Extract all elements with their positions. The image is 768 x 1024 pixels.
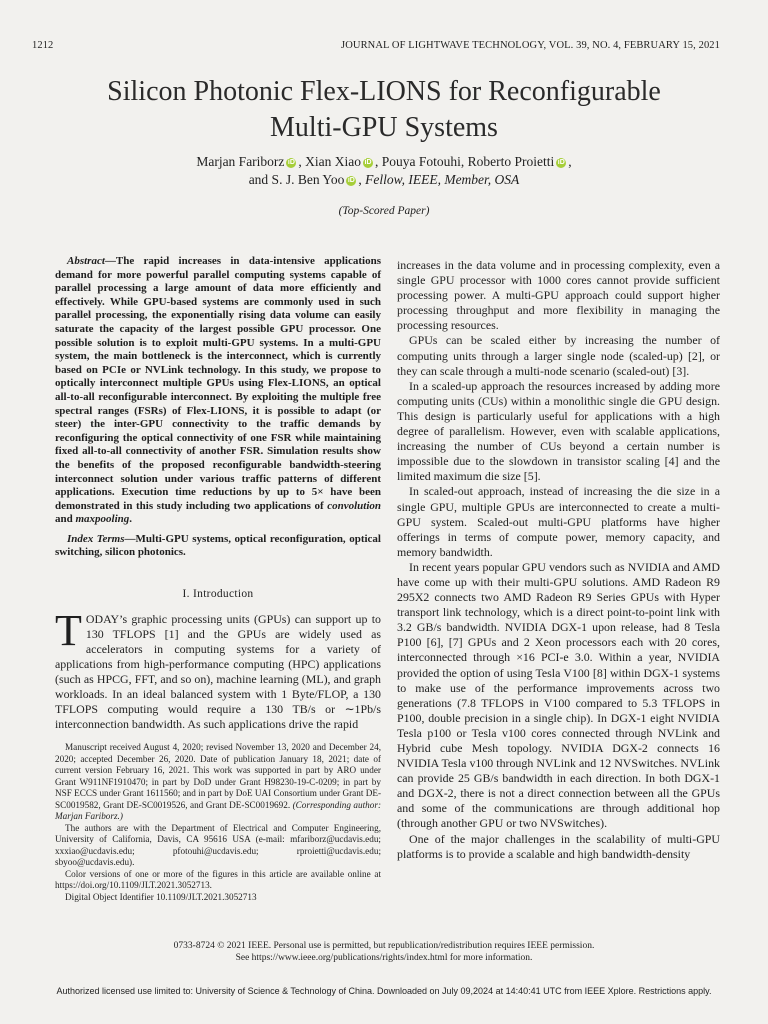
paper-title bbox=[40, 74, 728, 146]
abstract-body: —The rapid increases in data-intensive applications demand for more powerful parallel computing systems capable of parallel processing a large amount of data more efficiently and effectively. While GPU-based systems are commonly used in such parallel processing, the exponentially rising data volume can easily saturate the capacity of the largest possible GPU processor. One possible solution is to exploit multi-GPU systems. In a multi-GPU system, the main bottleneck is the interconnect, which is currently based on PCIe or NVLink technology. In this study, we propose to optically interconnect multiple GPUs using Flex-LIONS, an optical all-to-all reconfigurable interconnect. By exploiting the multiple free spectral ranges (FSRs) of Flex-LIONS, it is possible to adapt (or steer) the inter-GPU connectivity to the traffic demands by reconfiguring the optical connectivity of one FSR while maintaining fixed all-to-all connectivity of another FSR. Simulation results show the benefits of the proposed reconfigurable bandwidth-steering interconnect solution under various traffic patterns of different applications. Execution time reductions by up to 5× have been demonstrated in this study including two applications of bbox=[55, 255, 381, 512]
corresponding-author: (Corresponding author: Marjan Fariborz.) bbox=[55, 799, 381, 821]
title-line-1: Silicon Photonic Flex-LIONS for Reconfigurable bbox=[107, 76, 661, 107]
index-terms-lead: Index Terms bbox=[67, 532, 125, 545]
body-paragraph: In a scaled-up approach the resources increased by adding more computing units (CUs) within a monolithic single die GPU design. This design is particularly useful for applications with a high degree of parallelism. However, even with scalable applications, increasing the number of CUs beyond a certain number is impossible due to the slowdown in transistor scaling [4] and the limited maximum die size [5]. bbox=[397, 378, 720, 484]
body-paragraph: One of the major challenges in the scalability of multi-GPU platforms is to provide a scalable and high bandwidth-density bbox=[397, 831, 720, 861]
body-paragraph: In scaled-out approach, instead of increasing the die size in a single GPU, multiple GPUs are interconnected to create a multi-GPU system. Scaled-out multi-GPU platforms have higher offerings in terms of compute power, memory capacity, and memory bandwidth. bbox=[397, 484, 720, 559]
orcid-icon[interactable]: iD bbox=[364, 159, 372, 166]
abstract bbox=[55, 255, 381, 527]
left-column bbox=[55, 255, 381, 732]
author-name: Marjan Fariborz bbox=[196, 154, 285, 169]
footnote-authors: The authors are with the Department of Electrical and Computer Engineering, University of California, Davis, CA 95616 USA (e-mail: mfariborz@ucdavis.edu; xxxiao@ucdavis.edu; pfotouhi@ucdavis.edu; rproietti@ucdavis.edu; sbyoo@ucdavis.edu). bbox=[55, 822, 381, 867]
author-name: Xian Xiao bbox=[305, 154, 362, 169]
page-number: 1212 bbox=[32, 40, 54, 51]
footnotes bbox=[55, 742, 381, 903]
journal-running-head: JOURNAL OF LIGHTWAVE TECHNOLOGY, VOL. 39, NO. 4, FEBRUARY 15, 2021 bbox=[341, 40, 720, 51]
abstract-emphasis: maxpooling bbox=[75, 513, 130, 526]
intro-paragraph bbox=[55, 605, 381, 733]
copyright-notice bbox=[40, 941, 728, 964]
top-scored-note: (Top-Scored Paper) bbox=[338, 205, 430, 217]
abstract-and: and bbox=[55, 513, 76, 526]
abstract-end: . bbox=[129, 513, 133, 526]
body-paragraph: In recent years popular GPU vendors such as NVIDIA and AMD have come up with their multi-GPU solutions. AMD Radeon R9 295X2 connects two AMD Radeon R9 Series GPUs with Hyper transport link technology, which is a direct point-to-point link with 3.2 GB/s bandwidth. NVIDIA DGX-1 upon release, had 8 Tesla P100 [6], [7] GPUs and 2 Xeon processors each with 20 cores, interconnected through ×16 PCI-e 3.0. Within a year, NVIDIA provided the option of using Tesla V100 [8] within DGX-1 systems to make use of the performance improvements across two generations (7.8 TFLOPS in V100 compared to 5.3 TFLOPS in P100, double precision in a single chip). In DGX-1 eight NVIDIA Tesla p100 or Tesla v100 cores connected through NVLink and Hybrid cube Mesh topology. NVIDIA DGX-2 connects 16 NVIDIA Tesla v100 through NVLink and 12 NVSwitches. NVLink can provide 25 GB/s bandwidth in each direction. In both DGX-1 and DGX-2, there is not a direct connection between all the GPUs and some of the communications are through additional hop (through another GPU or two NVSwitches). bbox=[397, 559, 720, 831]
abstract-lead: Abstract bbox=[67, 255, 105, 267]
author-line-1: Marjan Fariborz iD , Xian Xiao iD , Pouya Fotouhi, Roberto Proietti iD , bbox=[196, 154, 572, 169]
orcid-icon[interactable]: iD bbox=[557, 159, 565, 166]
footnote-color: Color versions of one or more of the figures in this article are available online at https://doi.org/10.1109/JLT.2021.3052713. bbox=[55, 868, 381, 890]
intro-body: ODAY’s graphic processing units (GPUs) can support up to 130 TFLOPS [1] and the GPUs are widely used as accelerators in computing systems for a variety of applications from high-performance computing (HPC) applications (such as HPCG, FFT, and so on), machine learning (ML), and graph workloads. In an ideal balanced system with 1 Byte/FLOP, a 130 TFLOPS computing would require a 130 TB/s or ∼1Pb/s interconnection bandwidth. As such applications drive the rapid bbox=[55, 611, 381, 732]
footnote-text: Manuscript received August 4, 2020; revised November 13, 2020 and December 24, 2020; accepted December 26, 2020. Date of publication January 18, 2021; date of current version February 16, 2021. This work was supported in part by ARO under Grant W911NF1910470; in part by DoD under Grant H98230-19-C-0209; in part by NSF ECCS under Grant 1611560; and in part by DoE UAI Consortium under Grant DE-SC0019582, Grant DE-SC0019526, and Grant DE-SC0019692. bbox=[55, 742, 381, 810]
footnote-doi: Digital Object Identifier 10.1109/JLT.2021.3052713 bbox=[65, 891, 257, 902]
author-line-2: and S. J. Ben Yoo iD , Fellow, IEEE, Member, OSA bbox=[248, 172, 520, 187]
copyright-line-2: See https://www.ieee.org/publications/rights/index.html for more information. bbox=[235, 952, 533, 963]
author-name: Pouya Fotouhi, Roberto Proietti bbox=[381, 154, 555, 169]
section-heading: I. Introduction bbox=[182, 588, 254, 601]
author-affiliation: Fellow, IEEE, Member, OSA bbox=[365, 172, 520, 187]
index-terms bbox=[55, 533, 381, 560]
abstract-emphasis: convolution bbox=[327, 499, 381, 512]
body-paragraph: increases in the data volume and in processing complexity, even a single GPU processor with 1000 cores cannot provide sufficient processing power. A multi-GPU approach could support higher processing throughput and more flexibility in managing the processing resources. bbox=[397, 258, 720, 333]
orcid-icon[interactable]: iD bbox=[347, 177, 355, 184]
orcid-icon[interactable]: iD bbox=[287, 159, 295, 166]
index-terms-body: —Multi-GPU systems, optical reconfiguration, optical switching, silicon photonics. bbox=[55, 532, 381, 559]
author-name: and S. J. Ben Yoo bbox=[248, 172, 345, 187]
title-line-2: Multi-GPU Systems bbox=[270, 112, 498, 143]
author-list bbox=[40, 153, 728, 189]
right-column bbox=[397, 258, 720, 862]
copyright-line-1: 0733-8724 © 2021 IEEE. Personal use is permitted, but republication/redistribution requires IEEE permission. bbox=[173, 941, 595, 951]
body-paragraph: GPUs can be scaled either by increasing the number of computing units through a larger single node (scaled-up) [2], or they can scale through a multi-node scenario (scaled-out) [3]. bbox=[397, 333, 720, 378]
footnote-manuscript bbox=[55, 742, 381, 823]
drop-cap: T bbox=[55, 605, 82, 655]
authorized-use-banner: Authorized licensed use limited to: University of Science & Technology of China. Downloaded on July 09,2024 at 14:40:41 UTC from IEEE Xplore. Restrictions apply. bbox=[56, 986, 712, 996]
